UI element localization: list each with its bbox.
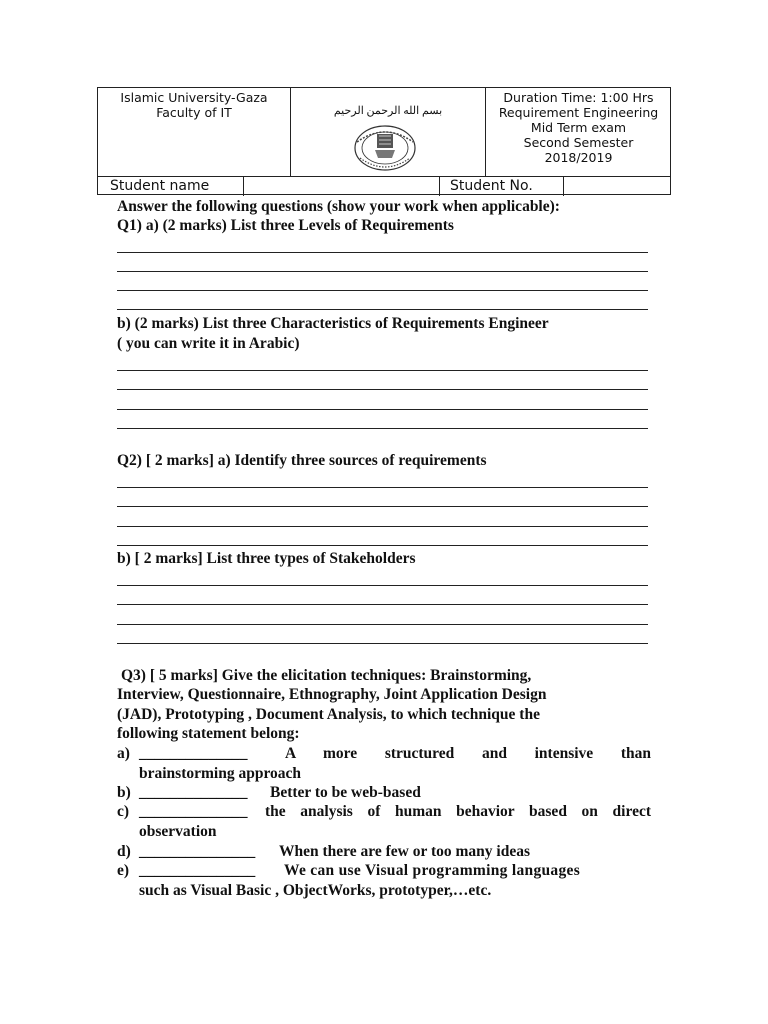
answer-line[interactable]: [117, 487, 648, 488]
q3-answer-blank[interactable]: ______________: [139, 803, 248, 820]
answer-line[interactable]: [117, 370, 648, 371]
exam-info-cell: [486, 88, 671, 176]
student-info-row: [98, 176, 670, 197]
q3-item-text-continued: such as Visual Basic , ObjectWorks, prototyper,…etc.: [139, 882, 492, 899]
answer-line[interactable]: [117, 409, 648, 410]
q2b-question: b) [ 2 marks] List three types of Stakeholders: [117, 550, 416, 567]
q3-intro-line-4: following statement belong:: [117, 725, 300, 742]
q1b-question: b) (2 marks) List three Characteristics of Requirements Engineer: [117, 315, 549, 332]
q3-item-text: Better to be web-based: [270, 784, 421, 801]
q3-item-label: d): [117, 843, 131, 860]
q1a-question: Q1) a) (2 marks) List three Levels of Requirements: [117, 217, 454, 234]
answer-line[interactable]: [117, 389, 648, 390]
semester-text: Second Semester: [523, 135, 634, 150]
q3-item-text: We can use Visual programming languages: [284, 862, 581, 879]
q3-intro-line-3: (JAD), Prototyping , Document Analysis, to which technique the: [117, 706, 540, 723]
university-seal-logo: [348, 124, 422, 172]
q3-answer-blank[interactable]: ______________: [139, 745, 248, 762]
exam-header-table: [97, 87, 671, 195]
answer-line[interactable]: [117, 585, 648, 586]
q3-item-text-continued: observation: [139, 823, 217, 840]
answer-line[interactable]: [117, 643, 648, 644]
q3-item-label: e): [117, 862, 130, 879]
q3-answer-blank[interactable]: _______________: [139, 862, 256, 879]
academic-year: 2018/2019: [544, 150, 613, 165]
answer-line[interactable]: [117, 545, 648, 546]
q3-intro-line-1: Q3) [ 5 marks] Give the elicitation techniques: Brainstorming,: [121, 667, 532, 684]
answer-line[interactable]: [117, 604, 648, 605]
exam-type: Mid Term exam: [530, 120, 627, 135]
q3-item-text: A more structured and intensive than: [285, 745, 651, 762]
q2a-question: Q2) [ 2 marks] a) Identify three sources of requirements: [117, 452, 487, 469]
q3-item-text: When there are few or too many ideas: [279, 843, 530, 860]
q3-item-label: c): [117, 803, 130, 820]
q3-item-label: b): [117, 784, 131, 801]
q3-intro-line-2: Interview, Questionnaire, Ethnography, Joint Application Design: [117, 686, 547, 703]
university-cell: [98, 88, 291, 176]
answer-line[interactable]: [117, 428, 648, 429]
q3-item-text-continued: brainstorming approach: [139, 765, 302, 782]
instructions-text: Answer the following questions (show your work when applicable):: [117, 198, 560, 215]
q3-item-text: the analysis of human behavior based on direct: [265, 803, 651, 820]
answer-line[interactable]: [117, 506, 648, 507]
q3-answer-blank[interactable]: _______________: [139, 843, 256, 860]
student-no-label: Student No.: [440, 177, 564, 196]
course-name: Requirement Engineering: [498, 105, 659, 120]
answer-line[interactable]: [117, 290, 648, 291]
answer-line[interactable]: [117, 624, 648, 625]
q1b-note: ( you can write it in Arabic): [117, 335, 300, 352]
logo-cell: [291, 88, 486, 176]
answer-line[interactable]: [117, 271, 648, 272]
answer-line[interactable]: [117, 309, 648, 310]
student-name-label: Student name: [98, 177, 244, 196]
faculty-name: Faculty of IT: [156, 105, 232, 120]
answer-line[interactable]: [117, 526, 648, 527]
student-name-field[interactable]: [244, 177, 440, 196]
answer-line[interactable]: [117, 252, 648, 253]
basmala-text: بسم الله الرحمن الرحيم: [333, 105, 443, 117]
duration-text: Duration Time: 1:00 Hrs: [503, 90, 654, 105]
university-name: Islamic University-Gaza: [120, 90, 268, 105]
student-no-field[interactable]: [564, 177, 671, 196]
q3-answer-blank[interactable]: ______________: [139, 784, 248, 801]
q3-item-label: a): [117, 745, 130, 762]
